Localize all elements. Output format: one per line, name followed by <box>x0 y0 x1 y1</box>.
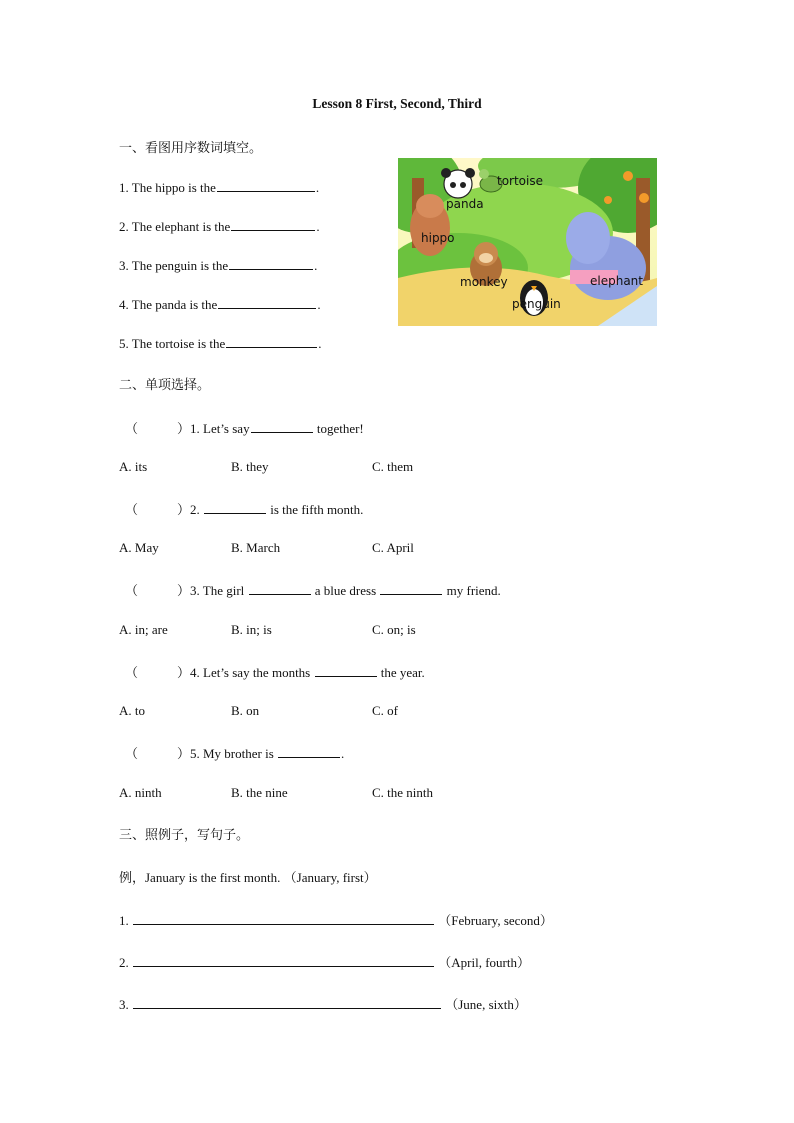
label-penguin: penguin <box>512 297 561 311</box>
answer-bracket-open[interactable]: （ <box>125 746 139 761</box>
answer-blank[interactable] <box>218 296 316 309</box>
fill-item-text: 3. The penguin is the <box>119 258 229 273</box>
fill-item-3 <box>119 257 317 274</box>
write-line-1 <box>119 910 553 929</box>
section1-heading: 一、看图用序数词填空。 <box>119 141 263 156</box>
answer-blank[interactable] <box>217 179 315 192</box>
fill-item-text: 2. The elephant is the <box>119 219 231 234</box>
line-hint: （June, sixth） <box>445 997 527 1012</box>
question-blank <box>251 420 313 433</box>
section2-heading: 二、单项选择。 <box>119 378 211 393</box>
choice-question-5 <box>125 743 344 762</box>
option-a[interactable]: A. to <box>119 703 145 718</box>
sentence-answer-line[interactable] <box>133 954 434 967</box>
fill-item-end: . <box>315 180 320 195</box>
choice-question-3 <box>125 580 501 599</box>
page-title: Lesson 8 First, Second, Third <box>312 96 482 111</box>
option-c[interactable]: C. of <box>372 703 398 718</box>
question-blank <box>249 582 311 595</box>
option-c[interactable]: C. April <box>372 540 414 555</box>
answer-bracket-open[interactable]: （ <box>125 421 139 436</box>
fill-item-end: . <box>317 297 321 312</box>
fill-item-2 <box>119 218 320 235</box>
question-text: ）1. Let’s say <box>177 421 250 436</box>
answer-blank[interactable] <box>231 218 315 231</box>
sentence-answer-line[interactable] <box>133 912 434 925</box>
question-text-end: together! <box>313 421 364 436</box>
question-blank <box>380 582 442 595</box>
answer-blank[interactable] <box>229 257 313 270</box>
line-hint: （April, fourth） <box>438 955 530 970</box>
question-blank <box>278 745 340 758</box>
label-tortoise: tortoise <box>497 174 543 188</box>
sentence-answer-line[interactable] <box>133 996 441 1009</box>
question-text-end: . <box>341 746 345 761</box>
option-a[interactable]: A. ninth <box>119 785 162 800</box>
label-monkey: monkey <box>460 275 508 289</box>
label-hippo: hippo <box>421 231 455 245</box>
question-text-end: my friend. <box>443 583 501 598</box>
answer-bracket-open[interactable]: （ <box>125 665 139 680</box>
label-elephant: elephant <box>590 274 643 288</box>
fill-item-1 <box>119 179 319 196</box>
option-a[interactable]: A. its <box>119 459 148 474</box>
question-text: ）4. Let’s say the months <box>177 665 311 680</box>
option-c[interactable]: C. them <box>372 459 414 474</box>
option-c[interactable]: C. the ninth <box>372 785 434 800</box>
option-a[interactable]: A. May <box>119 540 159 555</box>
answer-blank[interactable] <box>226 335 317 348</box>
write-line-3 <box>119 994 527 1013</box>
answer-bracket-open[interactable]: （ <box>125 502 139 517</box>
line-number: 2. <box>119 955 129 970</box>
fill-item-5 <box>119 335 322 352</box>
option-c[interactable]: C. on; is <box>372 622 416 637</box>
example-sentence: 例，January is the first month. （January, first） <box>119 870 377 885</box>
question-text: ）3. The girl <box>177 583 245 598</box>
choice-question-2 <box>125 499 363 518</box>
question-blank <box>315 664 377 677</box>
fill-item-text: 4. The panda is the <box>119 297 218 312</box>
write-line-2 <box>119 952 530 971</box>
animal-race-illustration <box>398 158 657 326</box>
fill-item-text: 1. The hippo is the <box>119 180 216 195</box>
animal-race-picture <box>398 158 657 326</box>
option-b[interactable]: B. in; is <box>231 622 272 637</box>
question-text: ）5. My brother is <box>177 746 274 761</box>
label-panda: panda <box>446 197 484 211</box>
fill-item-end: . <box>314 258 318 273</box>
option-b[interactable]: B. they <box>231 459 269 474</box>
question-text-mid: a blue dress <box>311 583 380 598</box>
section3-heading: 三、照例子，写句子。 <box>119 828 250 843</box>
line-number: 1. <box>119 913 129 928</box>
question-blank <box>204 501 266 514</box>
fill-item-4 <box>119 296 321 313</box>
fill-item-end: . <box>318 336 322 351</box>
question-text-end: the year. <box>377 665 425 680</box>
question-text-end: is the fifth month. <box>267 502 364 517</box>
answer-bracket-open[interactable]: （ <box>125 583 139 598</box>
option-b[interactable]: B. on <box>231 703 260 718</box>
line-number: 3. <box>119 997 129 1012</box>
question-text: ）2. <box>177 502 200 517</box>
line-hint: （February, second） <box>438 913 553 928</box>
choice-question-4 <box>125 662 425 681</box>
fill-item-end: . <box>316 219 320 234</box>
option-a[interactable]: A. in; are <box>119 622 168 637</box>
choice-question-1 <box>125 418 364 437</box>
fill-item-text: 5. The tortoise is the <box>119 336 226 351</box>
option-b[interactable]: B. March <box>231 540 281 555</box>
option-b[interactable]: B. the nine <box>231 785 288 800</box>
